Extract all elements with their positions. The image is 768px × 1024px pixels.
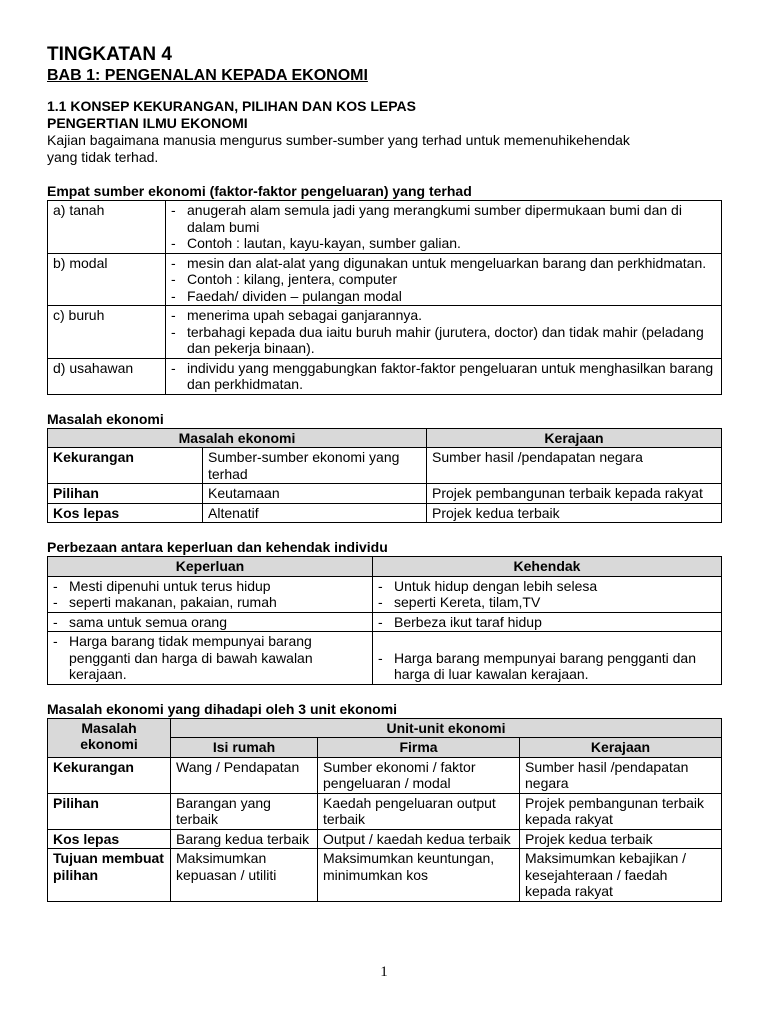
definition-heading: PENGERTIAN ILMU EKONOMI: [47, 115, 248, 131]
table-cell: Sumber ekonomi / faktor pengeluaran / modal: [318, 757, 520, 793]
list-item: Contoh : lautan, kayu-kayan, sumber galian.: [187, 235, 461, 251]
table-cell: - individu yang menggabungkan faktor-faktor pengeluaran untuk menghasilkan barang dan perkhidmatan.: [166, 358, 722, 394]
table-cell: - menerima upah sebagai ganjarannya. - terbahagi kepada dua iaitu buruh mahir (jurutera, doctor) dan tidak mahir (peladang dan pekerja binaan).: [166, 306, 722, 359]
table-row: [48, 484, 722, 504]
table-cell: Kaedah pengeluaran output terbaik: [318, 793, 520, 829]
table-cell: - anugerah alam semula jadi yang merangkumi sumber dipermukaan bumi dan di dalam bumi - Contoh : lautan, kayu-kayan, sumber galian.: [166, 201, 722, 254]
list-item: mesin dan alat-alat yang digunakan untuk mengeluarkan barang dan perkhidmatan.: [187, 254, 707, 271]
table-cell: - Mesti dipenuhi untuk terus hidup - seperti makanan, pakaian, rumah: [48, 576, 373, 612]
table-row: [48, 829, 722, 849]
list-item: Harga barang tidak mempunyai barang pengganti dan harga di bawah kawalan kerajaan.: [69, 633, 313, 682]
table-cell: Keutamaan: [203, 484, 427, 504]
table-cell: - Harga barang mempunyai barang pengganti dan harga di luar kawalan kerajaan.: [373, 632, 722, 685]
table-cell: Sumber hasil /pendapatan negara: [427, 448, 722, 484]
chapter-title: BAB 1: PENGENALAN KEPADA EKONOMI: [47, 67, 368, 84]
list-item: menerima upah sebagai ganjarannya.: [187, 307, 423, 323]
list-item: Contoh : kilang, jentera, computer: [187, 271, 398, 287]
list-item: sama untuk semua orang: [69, 613, 227, 630]
list-item: Mesti dipenuhi untuk terus hidup: [69, 577, 271, 594]
table-row: [48, 358, 722, 394]
table-cell: - mesin dan alat-alat yang digunakan untuk mengeluarkan barang dan perkhidmatan. - Contoh : kilang, jentera, computer - Faedah/ dividen – pulangan modal: [166, 253, 722, 306]
column-header: Masalah ekonomi: [48, 718, 171, 757]
section-heading: 1.1 KONSEP KEKURANGAN, PILIHAN DAN KOS LEPAS: [47, 98, 416, 114]
table1-caption: Empat sumber ekonomi (faktor-faktor pengeluaran) yang terhad: [47, 183, 472, 199]
table-cell: Output / kaedah kedua terbaik: [318, 829, 520, 849]
document-page: [47, 44, 722, 902]
table-row: [48, 849, 722, 902]
table-cell: a) tanah: [48, 201, 166, 254]
list-item: seperti makanan, pakaian, rumah: [69, 594, 277, 610]
list-item: Untuk hidup dengan lebih selesa: [394, 577, 598, 594]
column-header: Firma: [318, 738, 520, 758]
table-row: [48, 757, 722, 793]
table4-caption: Masalah ekonomi yang dihadapi oleh 3 unit ekonomi: [47, 700, 398, 717]
column-header: Kerajaan: [520, 738, 722, 758]
table3-caption: Perbezaan antara keperluan dan kehendak individu: [47, 539, 388, 555]
table-cell: - Harga barang tidak mempunyai barang pengganti dan harga di bawah kawalan kerajaan.: [48, 632, 373, 685]
table-economic-resources: [47, 200, 722, 395]
list-item: terbahagi kepada dua iaitu buruh mahir (jurutera, doctor) dan tidak mahir (peladang dan pekerja binaan).: [187, 323, 704, 356]
column-header: Kehendak: [373, 557, 722, 577]
table-cell: Sumber-sumber ekonomi yang terhad: [203, 448, 427, 484]
table-header-row: [48, 718, 722, 738]
table-cell: c) buruh: [48, 306, 166, 359]
table-economic-problems: [47, 428, 722, 524]
table-cell: Projek kedua terbaik: [520, 829, 722, 849]
table-row: [48, 201, 722, 254]
table-cell: Altenatif: [203, 503, 427, 523]
table-row: [48, 576, 722, 612]
definition-text-line-1: Kajian bagaimana manusia mengurus sumber-sumber yang terhad untuk memenuhikehendak: [47, 132, 630, 148]
list-item: Faedah/ dividen – pulangan modal: [187, 287, 402, 304]
table-needs-vs-wants: [47, 556, 722, 685]
table-cell: Kekurangan: [48, 448, 203, 484]
table-header-row: [48, 557, 722, 577]
page-number: 1: [380, 964, 388, 980]
table-cell: Kekurangan: [48, 757, 171, 793]
table-cell: Tujuan membuat pilihan: [48, 849, 171, 902]
table-row: [48, 612, 722, 632]
table-cell: Projek kedua terbaik: [427, 503, 722, 523]
column-header: Isi rumah: [171, 738, 318, 758]
column-group-header: Unit-unit ekonomi: [171, 718, 722, 738]
table-cell: Pilihan: [48, 484, 203, 504]
table-cell: Maksimumkan kepuasan / utiliti: [171, 849, 318, 902]
table-row: [48, 448, 722, 484]
list-item: Harga barang mempunyai barang pengganti dan harga di luar kawalan kerajaan.: [394, 649, 696, 682]
definition-text-line-2: yang tidak terhad.: [47, 149, 159, 165]
table-row: [48, 503, 722, 523]
table-row: [48, 793, 722, 829]
table-cell: Pilihan: [48, 793, 171, 829]
list-item: Berbeza ikut taraf hidup: [394, 613, 542, 630]
table-row: [48, 306, 722, 359]
table-cell: Kos lepas: [48, 503, 203, 523]
table-cell: - Untuk hidup dengan lebih selesa - seperti Kereta, tilam,TV: [373, 576, 722, 612]
doc-title: TINGKATAN 4: [47, 44, 172, 65]
table2-caption: Masalah ekonomi: [47, 410, 164, 427]
table-header-row: [48, 428, 722, 448]
column-header: Kerajaan: [427, 428, 722, 448]
table-cell: Maksimumkan keuntungan, minimumkan kos: [318, 849, 520, 902]
table-cell: Barang kedua terbaik: [171, 829, 318, 849]
table-cell: Projek pembangunan terbaik kepada rakyat: [427, 484, 722, 504]
table-cell: Barangan yang terbaik: [171, 793, 318, 829]
list-item: seperti Kereta, tilam,TV: [394, 594, 541, 610]
table-economic-units: [47, 718, 722, 902]
table-cell: Sumber hasil /pendapatan negara: [520, 757, 722, 793]
table-cell: Maksimumkan kebajikan / kesejahteraan / faedah kepada rakyat: [520, 849, 722, 902]
table-row: [48, 253, 722, 306]
table-cell: Projek pembangunan terbaik kepada rakyat: [520, 793, 722, 829]
table-row: [48, 632, 722, 685]
list-item: anugerah alam semula jadi yang merangkumi sumber dipermukaan bumi dan di dalam bumi: [187, 202, 682, 235]
column-header: Keperluan: [48, 557, 373, 577]
table-cell: - sama untuk semua orang: [48, 612, 373, 632]
table-cell: Wang / Pendapatan: [171, 757, 318, 793]
table-cell: Kos lepas: [48, 829, 171, 849]
list-item: individu yang menggabungkan faktor-faktor pengeluaran untuk menghasilkan barang dan perkhidmatan.: [187, 359, 714, 392]
table-cell: b) modal: [48, 253, 166, 306]
column-header: Masalah ekonomi: [48, 428, 427, 448]
table-cell: d) usahawan: [48, 358, 166, 394]
table-cell: - Berbeza ikut taraf hidup: [373, 612, 722, 632]
